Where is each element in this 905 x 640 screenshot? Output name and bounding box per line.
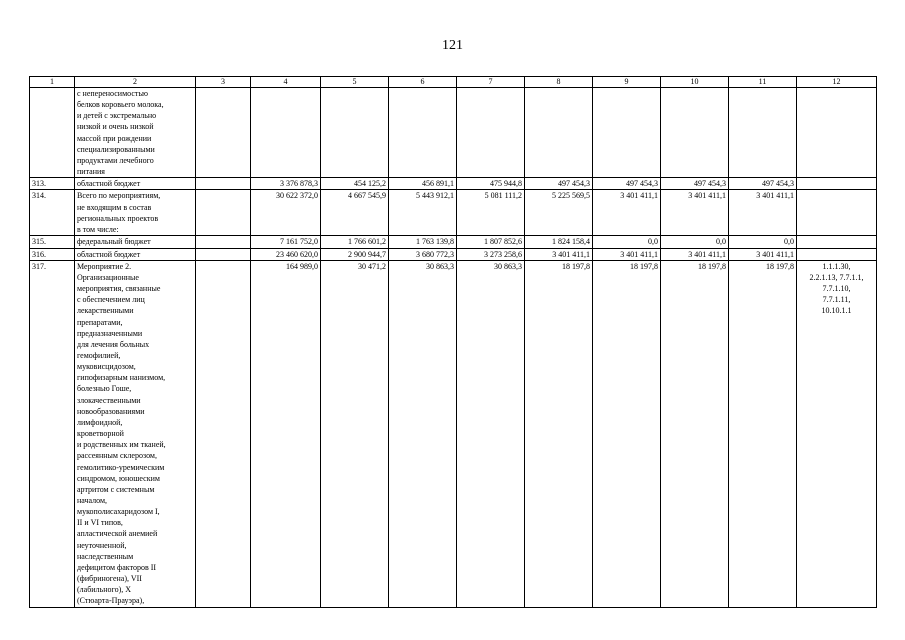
table-cell: 164 989,0	[251, 260, 321, 607]
table-cell: 497 454,3	[729, 178, 797, 190]
table-cell: 0,0	[729, 236, 797, 248]
table-cell: 4 667 545,9	[321, 190, 389, 236]
row-number: 316.	[30, 248, 75, 260]
table-cell: 30 863,3	[457, 260, 525, 607]
table-cell: 2 900 944,7	[321, 248, 389, 260]
column-header: 4	[251, 77, 321, 88]
table-cell: 1.1.1.30, 2.2.1.13, 7.7.1.1, 7.7.1.10, 7.7.1.11, 10.10.1.1	[797, 260, 877, 607]
table-cell: 475 944,8	[457, 178, 525, 190]
table-cell	[797, 248, 877, 260]
row-number: 315.	[30, 236, 75, 248]
table-cell	[196, 178, 251, 190]
table-row	[30, 236, 877, 248]
table-cell: 1 766 601,2	[321, 236, 389, 248]
column-header: 7	[457, 77, 525, 88]
table-row	[30, 260, 877, 607]
table-cell	[797, 178, 877, 190]
row-description: областной бюджет	[75, 248, 196, 260]
table-cell: 3 401 411,1	[525, 248, 593, 260]
table-cell: 30 863,3	[389, 260, 457, 607]
table-cell: 3 401 411,1	[661, 248, 729, 260]
table-cell	[797, 236, 877, 248]
table-row	[30, 248, 877, 260]
column-header: 11	[729, 77, 797, 88]
table-cell	[321, 88, 389, 178]
row-description: Мероприятие 2. Организационные мероприятия, связанные с обеспечением лиц лекарственными препаратами, предназначенными для лечения больных гемофилией, муковисцидозом, гипофизарным нанизмом, болезнью Гоше, злокачественными новообразованиями лимфоидной, кроветворной и родственных им тканей, рассеянным склерозом, гемолитико-уремическим синдромом, юношеским артритом с системным началом, мукополисахаридозом I, II и VI типов, апластической анемией неуточненной, наследственным дефицитом факторов II (фибриногена), VII (лабильного), X (Стюарта-Прауэра),	[75, 260, 196, 607]
row-number: 314.	[30, 190, 75, 236]
table-cell: 3 680 772,3	[389, 248, 457, 260]
table-cell: 30 622 372,0	[251, 190, 321, 236]
table-cell	[196, 236, 251, 248]
table-cell: 3 273 258,6	[457, 248, 525, 260]
table-cell: 3 401 411,1	[729, 248, 797, 260]
table-cell: 23 460 620,0	[251, 248, 321, 260]
column-header: 2	[75, 77, 196, 88]
table-cell	[797, 88, 877, 178]
column-header: 12	[797, 77, 877, 88]
table-row	[30, 178, 877, 190]
table-cell: 18 197,8	[525, 260, 593, 607]
table-cell: 1 763 139,8	[389, 236, 457, 248]
row-description: Всего по мероприятиям, не входящим в состав региональных проектов в том числе:	[75, 190, 196, 236]
table-cell: 497 454,3	[593, 178, 661, 190]
row-number: 313.	[30, 178, 75, 190]
table-cell: 30 471,2	[321, 260, 389, 607]
table-cell: 3 376 878,3	[251, 178, 321, 190]
table-cell: 454 125,2	[321, 178, 389, 190]
table-cell: 0,0	[593, 236, 661, 248]
table-cell	[196, 190, 251, 236]
table-cell	[525, 88, 593, 178]
table-cell	[729, 88, 797, 178]
column-header: 10	[661, 77, 729, 88]
row-number: 317.	[30, 260, 75, 607]
table-cell: 0,0	[661, 236, 729, 248]
table-cell: 1 824 158,4	[525, 236, 593, 248]
table-cell: 18 197,8	[593, 260, 661, 607]
table-cell	[196, 248, 251, 260]
column-header: 3	[196, 77, 251, 88]
table-cell	[389, 88, 457, 178]
header-row	[30, 77, 877, 88]
column-header: 5	[321, 77, 389, 88]
row-description: федеральный бюджет	[75, 236, 196, 248]
column-header: 6	[389, 77, 457, 88]
row-description: областной бюджет	[75, 178, 196, 190]
table-cell: 3 401 411,1	[661, 190, 729, 236]
table-cell	[593, 88, 661, 178]
table-cell	[797, 190, 877, 236]
table-cell: 497 454,3	[661, 178, 729, 190]
column-header: 1	[30, 77, 75, 88]
table-cell: 456 891,1	[389, 178, 457, 190]
table-cell	[457, 88, 525, 178]
table-cell: 497 454,3	[525, 178, 593, 190]
budget-table	[29, 76, 877, 608]
row-description: с непереносимостью белков коровьего молока, и детей с экстремально низкой и очень низкой массой при рождении специализированными продуктами лечебного питания	[75, 88, 196, 178]
table-cell: 7 161 752,0	[251, 236, 321, 248]
table-cell: 18 197,8	[661, 260, 729, 607]
table-cell: 1 807 852,6	[457, 236, 525, 248]
column-header: 9	[593, 77, 661, 88]
column-header: 8	[525, 77, 593, 88]
table-cell	[661, 88, 729, 178]
table-cell: 5 225 569,5	[525, 190, 593, 236]
table-cell	[251, 88, 321, 178]
table-cell	[196, 88, 251, 178]
table-cell: 3 401 411,1	[593, 190, 661, 236]
page-number: 121	[442, 38, 463, 53]
table-cell: 3 401 411,1	[593, 248, 661, 260]
table-cell: 3 401 411,1	[729, 190, 797, 236]
table-cell: 18 197,8	[729, 260, 797, 607]
table-row	[30, 88, 877, 178]
table-row	[30, 190, 877, 236]
table-cell: 5 443 912,1	[389, 190, 457, 236]
table-cell	[196, 260, 251, 607]
table-cell: 5 081 111,2	[457, 190, 525, 236]
row-number	[30, 88, 75, 178]
